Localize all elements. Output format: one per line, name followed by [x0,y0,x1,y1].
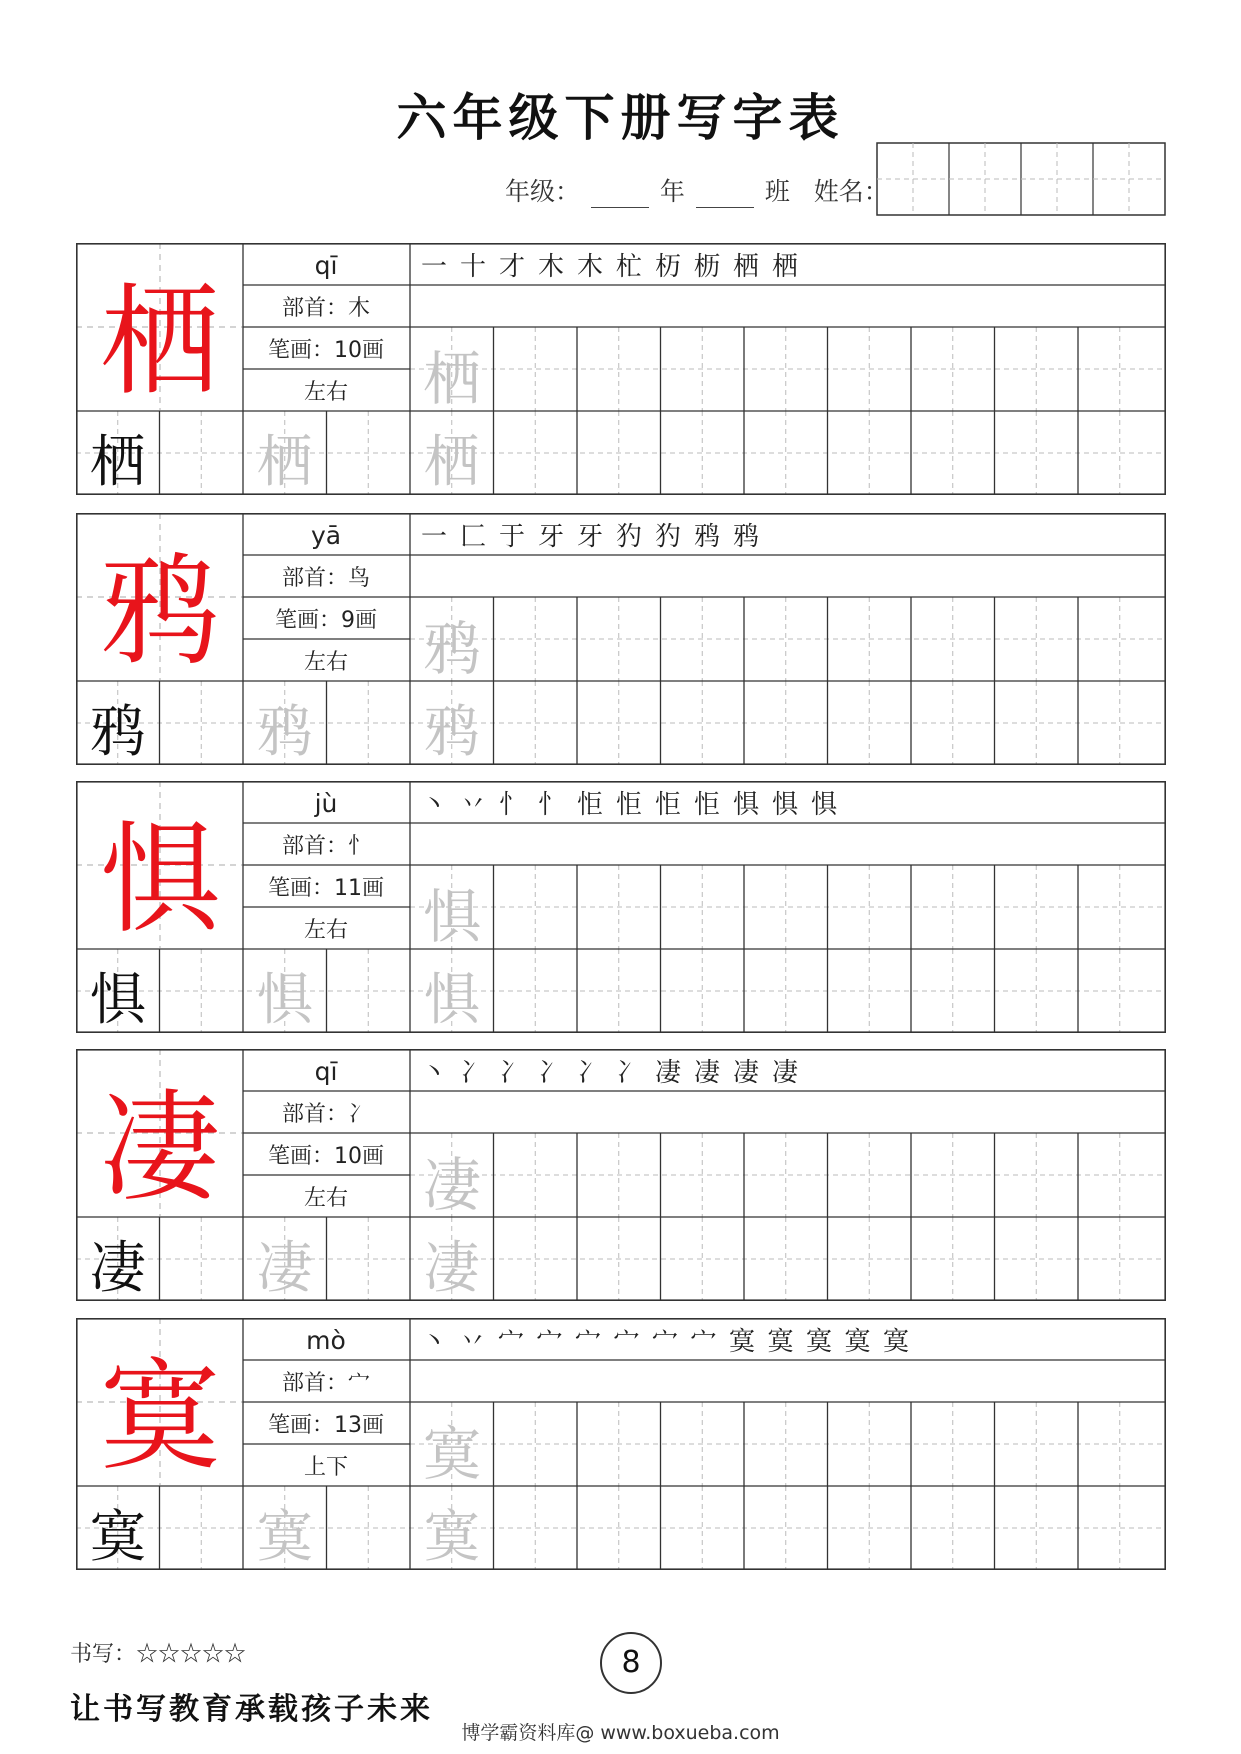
trace-character: 鸦 [256,700,313,765]
stroke-order-step: 鸦 [694,522,721,552]
stroke-order-step: 栖 [772,252,799,282]
watermark: 博学霸资料库@ www.boxueba.com [461,1722,780,1744]
rating-label: 书写： [70,1642,137,1667]
structure: 上下 [303,1455,349,1480]
stroke-order-step: 寞 [806,1327,833,1357]
radical: 部首：鸟 [281,566,371,591]
stroke-order-step: 宀 [652,1327,679,1357]
stroke-count: 笔画：10画 [268,338,384,363]
stroke-order-step: 宀 [575,1327,602,1357]
radical: 部首：冫 [281,1102,371,1127]
main-character: 鸦 [100,543,220,682]
stroke-order-step: 惧 [811,790,838,820]
stroke-order-step: 凄 [733,1058,760,1088]
stroke-order-step: 寞 [844,1327,871,1357]
structure: 左右 [303,380,349,405]
grade-label: 年级： [505,177,581,206]
model-character: 寞 [89,1505,146,1570]
model-character: 惧 [89,968,146,1033]
student-info [505,172,889,208]
model-character: 凄 [89,1236,146,1301]
radical: 部首：宀 [281,1371,371,1396]
character-block [76,1318,1166,1570]
stroke-order-step: 宀 [536,1327,563,1357]
stroke-order-step: 犳 [616,522,643,552]
stroke-order-step: 冫 [616,1058,643,1088]
class-unit: 班 [764,177,790,206]
trace-character: 寞 [256,1505,313,1570]
stroke-order-step: 丷 [460,790,487,820]
stroke-order-step: 一 [421,252,448,282]
structure: 左右 [303,1186,349,1211]
page-number: 8 [600,1632,662,1694]
stroke-order-step: 寞 [767,1327,794,1357]
pinyin: qī [314,251,338,280]
stroke-order-step: 凄 [772,1058,799,1088]
main-character: 栖 [100,273,220,412]
character-block [76,781,1166,1033]
stroke-count: 笔画：13画 [268,1413,384,1438]
stroke-order-step: 于 [499,522,526,552]
stroke-order-step: 惧 [733,790,760,820]
stroke-order-step: 惧 [772,790,799,820]
stroke-order-step: 木 [577,252,604,282]
structure: 左右 [303,650,349,675]
pinyin: jù [314,789,338,818]
trace-character: 栖 [422,345,482,413]
stroke-order-step: 冫 [460,1058,487,1088]
trace-character: 寞 [422,1420,482,1488]
stroke-order-step: 宀 [613,1327,640,1357]
stroke-count: 笔画：11画 [268,876,384,901]
stroke-order-step: 鸦 [733,522,760,552]
stroke-count: 笔画：10画 [268,1144,384,1169]
main-character: 凄 [100,1079,220,1218]
name-writing-grid[interactable] [876,142,1166,216]
character-block [76,1049,1166,1301]
stroke-order-step: 匚 [460,522,487,552]
trace-character: 栖 [256,430,313,495]
trace-character: 寞 [423,1505,480,1570]
stroke-order-step: 丶 [421,1058,448,1088]
stroke-order-step: 十 [460,252,487,282]
stroke-order-step: 寞 [729,1327,756,1357]
stroke-order-step: 怇 [655,790,682,820]
character-block [76,243,1166,495]
stroke-order-step: 怇 [616,790,643,820]
character-block [76,513,1166,765]
class-blank[interactable] [696,185,754,208]
page-title: 六年级下册写字表 [396,88,845,147]
stroke-order-step: 丶 [421,790,448,820]
stroke-order-step: 牙 [538,522,565,552]
stroke-order-step: 怇 [577,790,604,820]
model-character: 栖 [89,430,146,495]
structure: 左右 [303,918,349,943]
stroke-order-step: 忄 [538,790,565,820]
stroke-count: 笔画：9画 [275,608,377,633]
stroke-order-step: 丷 [459,1327,486,1357]
grade-year-blank[interactable] [591,185,649,208]
pinyin: mò [306,1326,346,1355]
stroke-order-step: 宀 [498,1327,525,1357]
stroke-order-step: 栖 [733,252,760,282]
main-character: 寞 [100,1348,220,1487]
rating-stars[interactable]: ☆☆☆☆☆ [136,1642,247,1667]
stroke-order-step: 冫 [499,1058,526,1088]
radical: 部首：忄 [281,834,371,859]
stroke-order-step: 牙 [577,522,604,552]
stroke-order-step: 枥 [694,252,721,282]
pinyin: qī [314,1057,338,1086]
stroke-order-step: 杤 [655,252,682,282]
trace-character: 惧 [422,883,482,951]
stroke-order-step: 忄 [499,790,526,820]
trace-character: 惧 [256,968,313,1033]
slogan: 让书写教育承载孩子未来 [70,1692,433,1727]
trace-character: 凄 [256,1236,313,1301]
stroke-order-step: 丶 [421,1327,448,1357]
name-label: 姓名： [813,177,889,206]
stroke-order-step: 犳 [655,522,682,552]
stroke-order-step: 寞 [883,1327,910,1357]
stroke-order-step: 冫 [538,1058,565,1088]
trace-character: 惧 [423,968,480,1033]
main-character: 惧 [100,811,220,950]
trace-character: 鸦 [422,615,482,683]
trace-character: 凄 [423,1236,480,1301]
stroke-order-step: 凄 [694,1058,721,1088]
trace-character: 栖 [423,430,480,495]
trace-character: 凄 [422,1151,482,1219]
year-unit: 年 [659,177,685,206]
trace-character: 鸦 [423,700,480,765]
model-character: 鸦 [89,700,146,765]
stroke-order-step: 冫 [577,1058,604,1088]
stroke-order-step: 一 [421,522,448,552]
stroke-order-step: 怇 [694,790,721,820]
pinyin: yā [310,521,342,550]
stroke-order-step: 宀 [690,1327,717,1357]
radical: 部首：木 [281,296,371,321]
stroke-order-step: 才 [499,252,526,282]
rating [70,1637,246,1668]
stroke-order-step: 杧 [616,252,643,282]
stroke-order-step: 木 [538,252,565,282]
stroke-order-step: 凄 [655,1058,682,1088]
